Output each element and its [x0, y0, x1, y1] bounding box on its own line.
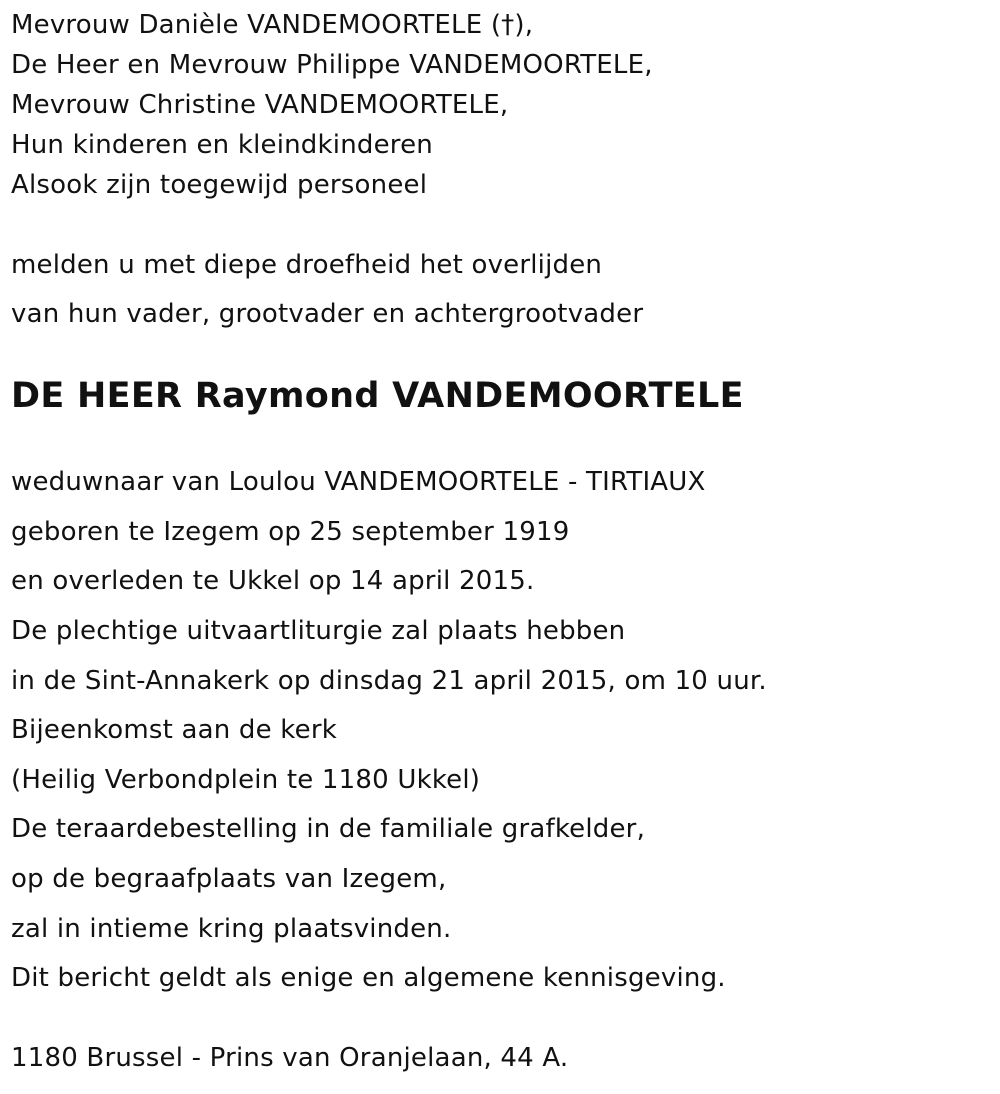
detail-line-4: De plechtige uitvaartliturgie zal plaats hebben [11, 616, 626, 646]
announcement-line-2: van hun vader, grootvader en achtergrootvader [11, 299, 644, 329]
detail-line-1: weduwnaar van Loulou VANDEMOORTELE - TIRTIAUX [11, 467, 706, 497]
detail-line-5: in de Sint-Annakerk op dinsdag 21 april 2015, om 10 uur. [11, 666, 767, 696]
detail-line-6: Bijeenkomst aan de kerk [11, 715, 337, 745]
family-line-2: De Heer en Mevrouw Philippe VANDEMOORTELE, [11, 50, 653, 80]
family-line-5: Alsook zijn toegewijd personeel [11, 170, 428, 200]
detail-line-7: (Heilig Verbondplein te 1180 Ukkel) [11, 765, 481, 795]
detail-line-3: en overleden te Ukkel op 14 april 2015. [11, 566, 535, 596]
announcement-line-1: melden u met diepe droefheid het overlijden [11, 250, 603, 280]
detail-line-11: Dit bericht geldt als enige en algemene kennisgeving. [11, 963, 726, 993]
family-line-3: Mevrouw Christine VANDEMOORTELE, [11, 90, 509, 120]
deceased-name: DE HEER Raymond VANDEMOORTELE [11, 376, 744, 416]
family-line-1: Mevrouw Danièle VANDEMOORTELE (†), [11, 10, 534, 40]
detail-line-2: geboren te Izegem op 25 september 1919 [11, 517, 570, 547]
address-line: 1180 Brussel - Prins van Oranjelaan, 44 A. [11, 1043, 569, 1073]
family-line-4: Hun kinderen en kleindkinderen [11, 130, 433, 160]
detail-line-9: op de begraafplaats van Izegem, [11, 864, 447, 894]
detail-line-8: De teraardebestelling in de familiale grafkelder, [11, 814, 646, 844]
detail-line-10: zal in intieme kring plaatsvinden. [11, 914, 452, 944]
